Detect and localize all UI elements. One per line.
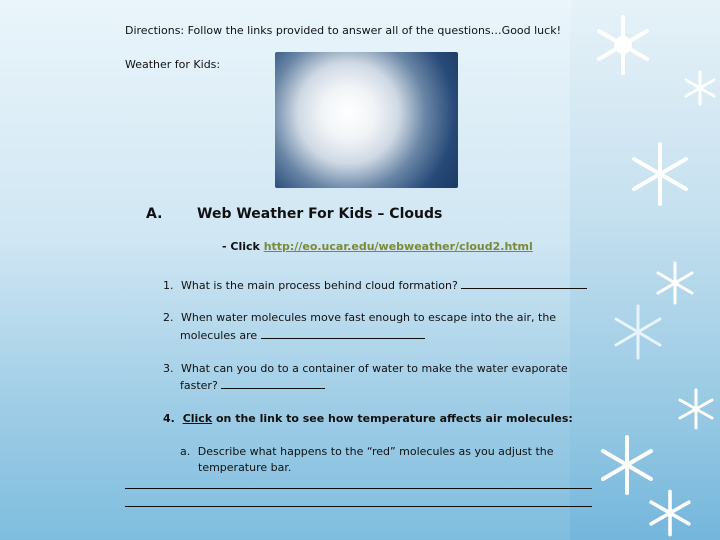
section-letter: A. (146, 206, 163, 222)
subquestion-a (180, 445, 554, 458)
question-3-cont (180, 378, 325, 392)
question-3-number: 3. (163, 362, 174, 375)
question-2-line1: When water molecules move fast enough to escape into the air, the (181, 311, 557, 324)
answer-blank-1[interactable] (461, 278, 587, 289)
question-4-number: 4. (163, 412, 175, 425)
answer-line-2[interactable] (125, 506, 592, 507)
question-4-click[interactable]: Click (182, 412, 213, 425)
answer-blank-2[interactable] (261, 328, 425, 339)
subquestion-a-line1: Describe what happens to the “red” molecules as you adjust the (197, 445, 554, 458)
answer-blank-3[interactable] (221, 378, 325, 389)
snowflake-icon (606, 300, 670, 364)
section-heading: Web Weather For Kids – Clouds (197, 206, 443, 222)
snowflake-icon (672, 385, 720, 433)
click-line (222, 240, 533, 253)
click-prefix: - Click (222, 240, 260, 253)
question-2 (163, 311, 556, 324)
question-3 (163, 362, 568, 375)
subquestion-a-letter: a. (180, 445, 191, 458)
question-1 (163, 278, 587, 292)
question-2-line2: molecules are (180, 329, 258, 342)
snowflake-icon (640, 486, 700, 540)
snowflake-icon (588, 10, 658, 80)
snowflake-icon (624, 138, 696, 210)
subquestion-a-line2: temperature bar. (198, 461, 292, 474)
section-title: Weather for Kids: (125, 58, 221, 71)
question-4-text: on the link to see how temperature affects air molecules: (215, 412, 573, 425)
hurricane-image (275, 52, 458, 188)
question-4 (163, 412, 573, 425)
question-1-number: 1. (163, 279, 174, 292)
question-2-cont (180, 328, 425, 342)
snowflake-icon (680, 68, 720, 108)
question-3-line1: What can you do to a container of water to make the water evaporate (181, 362, 568, 375)
question-1-text: What is the main process behind cloud formation? (181, 279, 458, 292)
cloud-link[interactable]: http://eo.ucar.edu/webweather/cloud2.html (263, 240, 533, 253)
question-3-line2: faster? (180, 379, 218, 392)
question-2-number: 2. (163, 311, 174, 324)
directions-text: Directions: Follow the links provided to answer all of the questions…Good luck! (125, 24, 561, 37)
answer-line-1[interactable] (125, 488, 592, 489)
